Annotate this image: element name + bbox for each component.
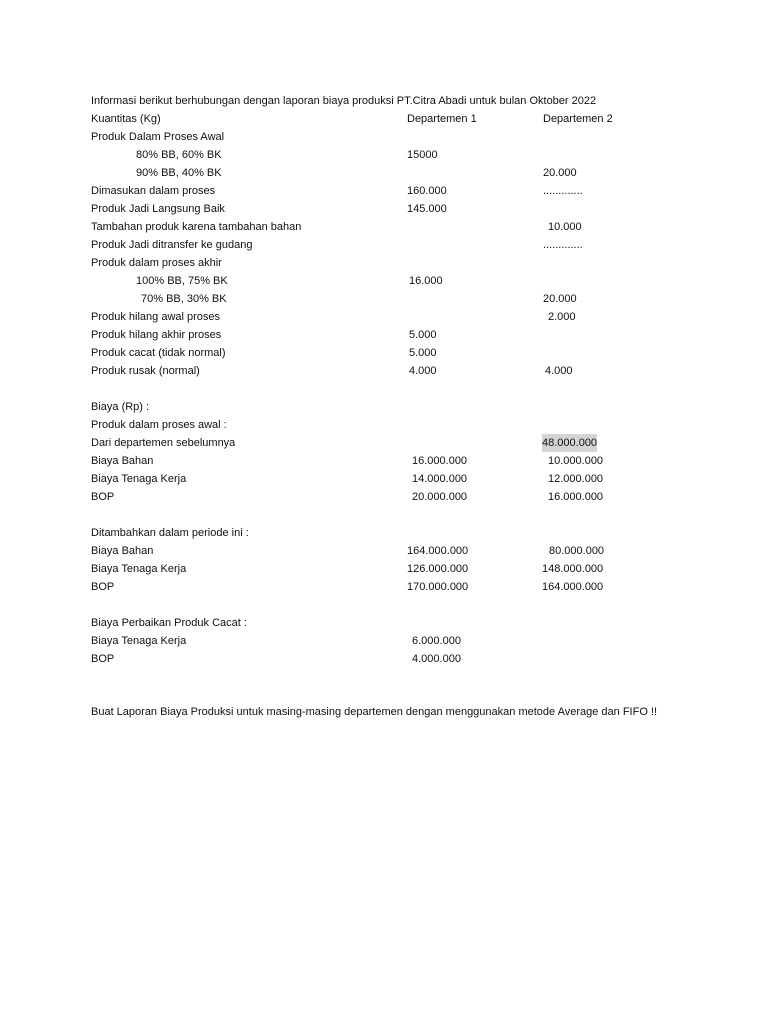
quantity-row xyxy=(0,290,768,308)
dept1-value: 5.000 xyxy=(409,329,437,341)
document-title-row xyxy=(0,92,768,110)
dept1-value: 14.000.000 xyxy=(412,473,468,485)
dept2-value: 4.000 xyxy=(545,365,573,377)
row-label: Tambahan produk karena tambahan bahan xyxy=(91,221,302,233)
quantity-header-label: Kuantitas (Kg) xyxy=(91,113,161,125)
beginning-wip-header-row xyxy=(0,416,768,434)
row-label: BOP xyxy=(91,581,115,593)
row-label: Biaya Tenaga Kerja xyxy=(91,473,187,485)
cost-row xyxy=(0,452,768,470)
dept2-value: 16.000.000 xyxy=(548,491,604,503)
quantity-row xyxy=(0,164,768,182)
row-label: Produk hilang akhir proses xyxy=(91,329,222,341)
costs-header: Biaya (Rp) : xyxy=(91,401,150,413)
row-label: 80% BB, 60% BK xyxy=(136,149,222,161)
row-label: Biaya Bahan xyxy=(91,545,154,557)
dept2-value: 10.000 xyxy=(548,221,582,233)
row-label: 90% BB, 40% BK xyxy=(136,167,222,179)
quantity-row xyxy=(0,128,768,146)
added-costs-header: Ditambahkan dalam periode ini : xyxy=(91,527,249,539)
costs-header-row xyxy=(0,398,768,416)
quantity-header-row xyxy=(0,110,768,128)
added-costs-header-row xyxy=(0,524,768,542)
row-label: BOP xyxy=(91,653,115,665)
row-label: Produk rusak (normal) xyxy=(91,365,200,377)
cost-row xyxy=(0,488,768,506)
row-label: 70% BB, 30% BK xyxy=(141,293,227,305)
dept1-value: 16.000 xyxy=(409,275,443,287)
row-label: Produk dalam proses akhir xyxy=(91,257,222,269)
row-label: 100% BB, 75% BK xyxy=(136,275,228,287)
dept2-value: 10.000.000 xyxy=(548,455,604,467)
quantity-row xyxy=(0,182,768,200)
row-label: Biaya Bahan xyxy=(91,455,154,467)
row-label: Produk Dalam Proses Awal xyxy=(91,131,225,143)
dept1-value: 4.000.000 xyxy=(412,653,461,665)
document-title: Informasi berikut berhubungan dengan laporan biaya produksi PT.Citra Abadi untuk bulan Oktober 2022 xyxy=(91,95,597,107)
dept2-value: ............. xyxy=(543,239,583,251)
cost-row xyxy=(0,650,768,668)
dept1-value: 20.000.000 xyxy=(412,491,468,503)
dept1-value: 145.000 xyxy=(407,203,447,215)
dept2-value-highlighted: 48.000.000 xyxy=(542,434,597,452)
quantity-row xyxy=(0,236,768,254)
row-label: Produk Jadi ditransfer ke gudang xyxy=(91,239,253,251)
dept1-value: 160.000 xyxy=(407,185,447,197)
instruction-row xyxy=(0,703,768,721)
dept2-value: 20.000 xyxy=(543,167,577,179)
quantity-row xyxy=(0,308,768,326)
dept1-value: 5.000 xyxy=(409,347,437,359)
cost-row xyxy=(0,434,768,452)
row-label: Biaya Tenaga Kerja xyxy=(91,563,187,575)
quantity-row xyxy=(0,200,768,218)
instruction-text: Buat Laporan Biaya Produksi untuk masing-masing departemen dengan menggunakan metode Average dan FIFO !! xyxy=(91,706,658,718)
row-label: Biaya Tenaga Kerja xyxy=(91,635,187,647)
cost-row xyxy=(0,542,768,560)
row-label: Dari departemen sebelumnya xyxy=(91,437,236,449)
dept2-value: 12.000.000 xyxy=(548,473,604,485)
cost-row xyxy=(0,560,768,578)
quantity-row xyxy=(0,344,768,362)
repair-costs-header: Biaya Perbaikan Produk Cacat : xyxy=(91,617,247,629)
dept1-value: 4.000 xyxy=(409,365,437,377)
cost-row xyxy=(0,578,768,596)
quantity-row xyxy=(0,362,768,380)
row-label: BOP xyxy=(91,491,115,503)
dept1-header: Departemen 1 xyxy=(407,113,477,125)
dept2-header: Departemen 2 xyxy=(543,113,613,125)
dept1-value: 170.000.000 xyxy=(407,581,469,593)
dept1-value: 126.000.000 xyxy=(407,563,469,575)
quantity-row xyxy=(0,326,768,344)
quantity-row xyxy=(0,272,768,290)
quantity-row xyxy=(0,146,768,164)
row-label: Produk hilang awal proses xyxy=(91,311,221,323)
dept2-value: 80.000.000 xyxy=(549,545,605,557)
dept2-value: 148.000.000 xyxy=(542,563,604,575)
beginning-wip-header: Produk dalam proses awal : xyxy=(91,419,227,431)
row-label: Produk cacat (tidak normal) xyxy=(91,347,226,359)
dept1-value: 16.000.000 xyxy=(412,455,468,467)
row-label: Produk Jadi Langsung Baik xyxy=(91,203,225,215)
cost-row xyxy=(0,470,768,488)
dept2-value: 20.000 xyxy=(543,293,577,305)
dept2-value: 2.000 xyxy=(548,311,576,323)
cost-row xyxy=(0,632,768,650)
row-label: Dimasukan dalam proses xyxy=(91,185,216,197)
quantity-row xyxy=(0,254,768,272)
dept2-value: ............. xyxy=(543,185,583,197)
repair-costs-header-row xyxy=(0,614,768,632)
dept1-value: 164.000.000 xyxy=(407,545,469,557)
quantity-row xyxy=(0,218,768,236)
dept1-value: 6.000.000 xyxy=(412,635,461,647)
dept1-value: 15000 xyxy=(407,149,438,161)
dept2-value: 164.000.000 xyxy=(542,581,604,593)
